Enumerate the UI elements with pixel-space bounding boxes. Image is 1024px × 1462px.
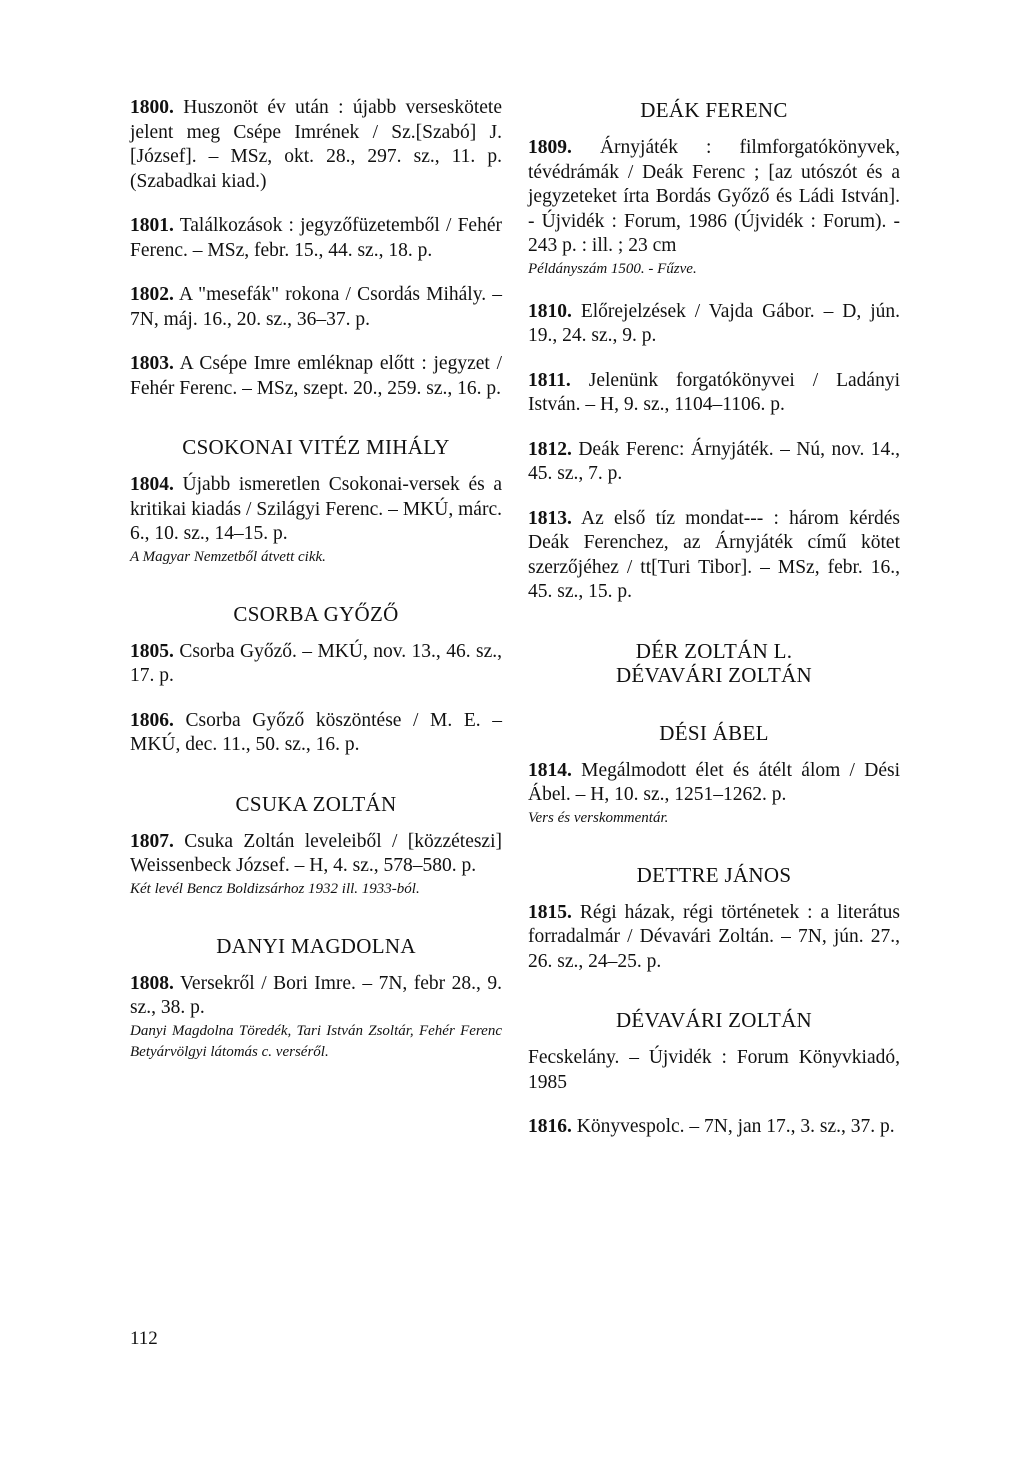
bibliography-entry — [528, 507, 900, 605]
bibliography-entry — [130, 830, 502, 900]
bibliography-entry — [130, 640, 502, 689]
entry-text: Előrejelzések / Vajda Gábor. – D, jún. 19., 24. sz., 9. p. — [528, 300, 900, 346]
bibliography-entry — [528, 759, 900, 829]
entry-number: 1809. — [528, 137, 572, 158]
author-heading: DETTRE JÁNOS — [636, 862, 792, 887]
entry-number: 1806. — [130, 709, 174, 731]
entry-note: Két levél Bencz Boldizsárhoz 1932 ill. 1933-ból. — [130, 880, 420, 897]
entry-text: Az első tíz mondat--- : három kérdés Deák Ferenchez, az Árnyjáték című kötet szerzőjéhez / tt[Turi Tibor]. – MSz, febr. 16., 45. sz., 15. p. — [528, 507, 900, 602]
author-heading: DEÁK FERENC — [640, 98, 788, 122]
bibliography-entry — [528, 300, 900, 349]
entry-text: Újabb ismeretlen Csokonai-versek és a kritikai kiadás / Szilágyi Ferenc. – MKÚ, márc. 6., 10. sz., 14–15. p. — [130, 474, 503, 544]
entry-text: Csuka Zoltán leveleiből / [közzéteszi] Weissenbeck József. – H, 4. sz., 578–580. p. — [130, 830, 502, 876]
left-column — [130, 96, 502, 1083]
author-heading: DÉSI ÁBEL — [659, 720, 769, 745]
bibliography-entry — [528, 369, 900, 418]
entry-number: 1811. — [528, 369, 571, 391]
author-heading: DÉR ZOLTÁN L. DÉVAVÁRI ZOLTÁN — [615, 638, 813, 687]
entry-text: Megálmodott élet és átélt álom / Dési Ábel. – H, 10. sz., 1251–1262. p. — [528, 759, 900, 805]
entry-text: Csorba Győző. – MKÚ, nov. 13., 46. sz., 17. p. — [130, 640, 503, 686]
bibliography-entry — [528, 136, 900, 280]
entry-number: 1807. — [130, 830, 174, 852]
entry-number: 1804. — [130, 474, 174, 495]
bibliography-entry — [130, 709, 502, 758]
bibliography-entry — [130, 96, 502, 194]
entry-note: Példányszám 1500. - Fűzve. — [528, 260, 697, 277]
entry-text: Jelenünk forgatókönyvei / Ladányi István. – H, 9. sz., 1104–1106. p. — [528, 369, 901, 415]
page-number: 112 — [130, 1328, 158, 1349]
entry-number: 1808. — [130, 972, 174, 994]
author-heading: CSORBA GYŐZŐ — [233, 601, 399, 626]
bibliography-entry — [528, 438, 900, 487]
entry-text: A "mesefák" rokona / Csordás Mihály. – 7N, máj. 16., 20. sz., 36–37. p. — [130, 284, 502, 330]
bibliography-entry — [130, 473, 502, 568]
entry-number: 1801. — [130, 215, 174, 236]
bibliography-entry — [528, 1115, 900, 1140]
book-title-line: Fecskelány. – Újvidék : Forum Könyvkiadó, 1985 — [528, 1047, 900, 1093]
entry-text: A Csépe Imre emléknap előtt : jegyzet / Fehér Ferenc. – MSz, szept. 20., 259. sz., 16. p. — [130, 353, 502, 399]
entry-number: 1815. — [528, 901, 572, 923]
author-heading: CSOKONAI VITÉZ MIHÁLY — [182, 435, 450, 459]
entry-text: Találkozások : jegyzőfüzetemből / Fehér Ferenc. – MSz, febr. 15., 44. sz., 18. p. — [130, 215, 502, 261]
entry-text: Huszonöt év után : újabb verseskötete jelent meg Csépe Imrének / Sz.[Szabó] J.[József]. – MSz, okt. 28., 297. sz., 11. p. (Szabadkai kiad.) — [130, 97, 503, 192]
entry-text: Csorba Győző köszöntése / M. E. – MKÚ, dec. 11., 50. sz., 16. p. — [130, 709, 502, 755]
entry-note: A Magyar Nemzetből átvett cikk. — [130, 548, 326, 565]
entry-number: 1816. — [528, 1116, 572, 1137]
entry-text: Árnyjáték : filmforgatókönyvek, tévédrámák / Deák Ferenc ; [az utószót és a jegyzeteket írta Bordás Győző és Ládi István]. - Újvidék : Forum, 1986 (Újvidék : Forum). - 243 p. : ill. ; 23 cm — [528, 137, 901, 256]
entry-number: 1802. — [130, 284, 174, 305]
entry-text: Könyvespolc. – 7N, jan 17., 3. sz., 37. p. — [576, 1116, 895, 1137]
bibliography-entry — [528, 901, 900, 975]
entry-number: 1805. — [130, 640, 174, 662]
entry-note: Danyi Magdolna Töredék, Tari István Zsoltár, Fehér Ferenc Betyárvölgyi látomás c. verséről. — [130, 1022, 502, 1060]
entry-note: Vers és verskommentár. — [528, 809, 669, 826]
entry-text: Régi házak, régi történetek : a literátus forradalmár / Dévavári Zoltán. – 7N, jún. 27., 26. sz., 24–25. p. — [528, 901, 900, 972]
bibliography-entry — [130, 972, 502, 1063]
entry-text: Versekről / Bori Imre. – 7N, febr 28., 9. sz., 38. p. — [130, 972, 502, 1018]
entry-number: 1803. — [130, 353, 174, 374]
bibliography-entry — [130, 214, 502, 263]
author-heading: CSUKA ZOLTÁN — [235, 791, 397, 816]
entry-number: 1800. — [130, 97, 174, 118]
right-column — [528, 96, 900, 1160]
author-heading: DÉVAVÁRI ZOLTÁN — [615, 1008, 813, 1032]
entry-text: Deák Ferenc: Árnyjáték. – Nú, nov. 14., 45. sz., 7. p. — [528, 438, 901, 484]
bibliography-entry — [130, 283, 502, 332]
entry-number: 1813. — [528, 507, 572, 529]
author-heading: DANYI MAGDOLNA — [216, 933, 416, 958]
entry-number: 1812. — [528, 438, 572, 460]
bibliography-entry — [130, 352, 502, 401]
entry-number: 1814. — [528, 759, 572, 781]
entry-number: 1810. — [528, 300, 572, 322]
